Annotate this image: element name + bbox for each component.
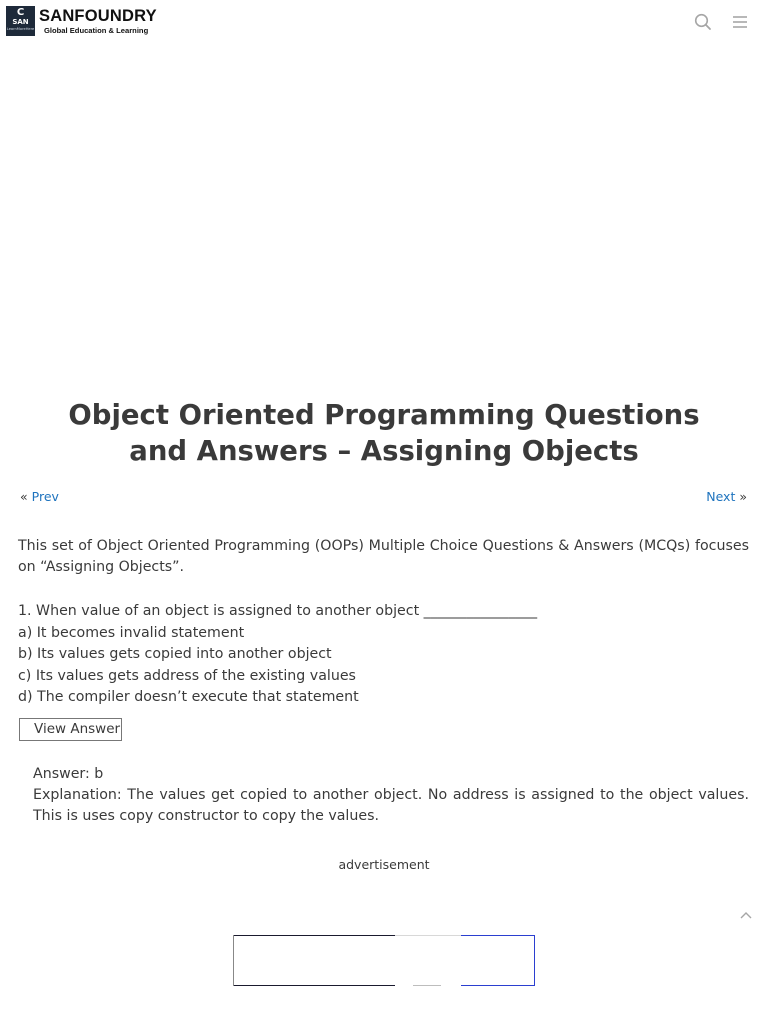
brand-tagline: Global Education & Learning: [44, 26, 149, 35]
bottom-ad-frame[interactable]: [233, 935, 535, 986]
answer-block: [33, 764, 749, 827]
ad-frame-bottom-blue: [461, 985, 535, 986]
ad-frame-right-edge: [534, 935, 535, 986]
scroll-to-top-button[interactable]: [738, 908, 754, 924]
site-logo[interactable]: [6, 6, 35, 36]
answer-text: Answer: b: [33, 766, 104, 782]
prev-symbol: «: [20, 489, 28, 504]
question-text: 1. When value of an object is assigned to another object ________________: [18, 603, 538, 619]
advertisement-label: advertisement: [338, 857, 430, 872]
next-nav: [706, 489, 747, 504]
page-title: Object Oriented Programming Questions and Answers – Assigning Objects: [68, 399, 700, 467]
option-c: c) Its values gets address of the existing values: [18, 667, 356, 684]
logo-small-text: SAN: [12, 18, 29, 26]
ad-frame-top-light: [395, 935, 461, 936]
ad-frame-top-dark: [233, 935, 395, 936]
logo-letter: C: [16, 7, 25, 18]
next-link[interactable]: Next: [706, 489, 736, 504]
ad-frame-top-blue: [461, 935, 535, 936]
prev-link[interactable]: Prev: [31, 489, 59, 504]
site-header: [0, 0, 768, 44]
next-symbol: »: [739, 489, 747, 504]
ad-frame-bottom-gray: [413, 985, 441, 986]
intro-paragraph: This set of Object Oriented Programming (OOPs) Multiple Choice Questions & Answers (MCQs) focuses on “Assigning Objects”.: [18, 538, 749, 575]
ad-frame-bottom-dark: [233, 985, 395, 986]
menu-button[interactable]: [730, 12, 750, 32]
search-icon: [693, 12, 713, 32]
search-button[interactable]: [693, 12, 713, 32]
option-a: a) It becomes invalid statement: [18, 624, 245, 641]
option-b: b) Its values gets copied into another object: [18, 646, 332, 662]
top-ad-space: [0, 44, 768, 384]
question-block: [18, 601, 749, 709]
prev-nav: [20, 489, 59, 504]
ad-frame-left-edge: [233, 935, 234, 986]
explanation-text: Explanation: The values get copied to another object. No address is assigned to the object values. This is uses copy constructor to copy the values.: [33, 787, 749, 824]
view-answer-button[interactable]: View Answer: [19, 718, 122, 741]
menu-icon: [730, 12, 750, 32]
brand-name[interactable]: SANFOUNDRY: [39, 7, 157, 25]
logo-tiny-text: LearnMoreHere: [6, 27, 35, 31]
chevron-up-icon: [738, 908, 754, 924]
option-d: d) The compiler doesn’t execute that statement: [18, 689, 359, 705]
